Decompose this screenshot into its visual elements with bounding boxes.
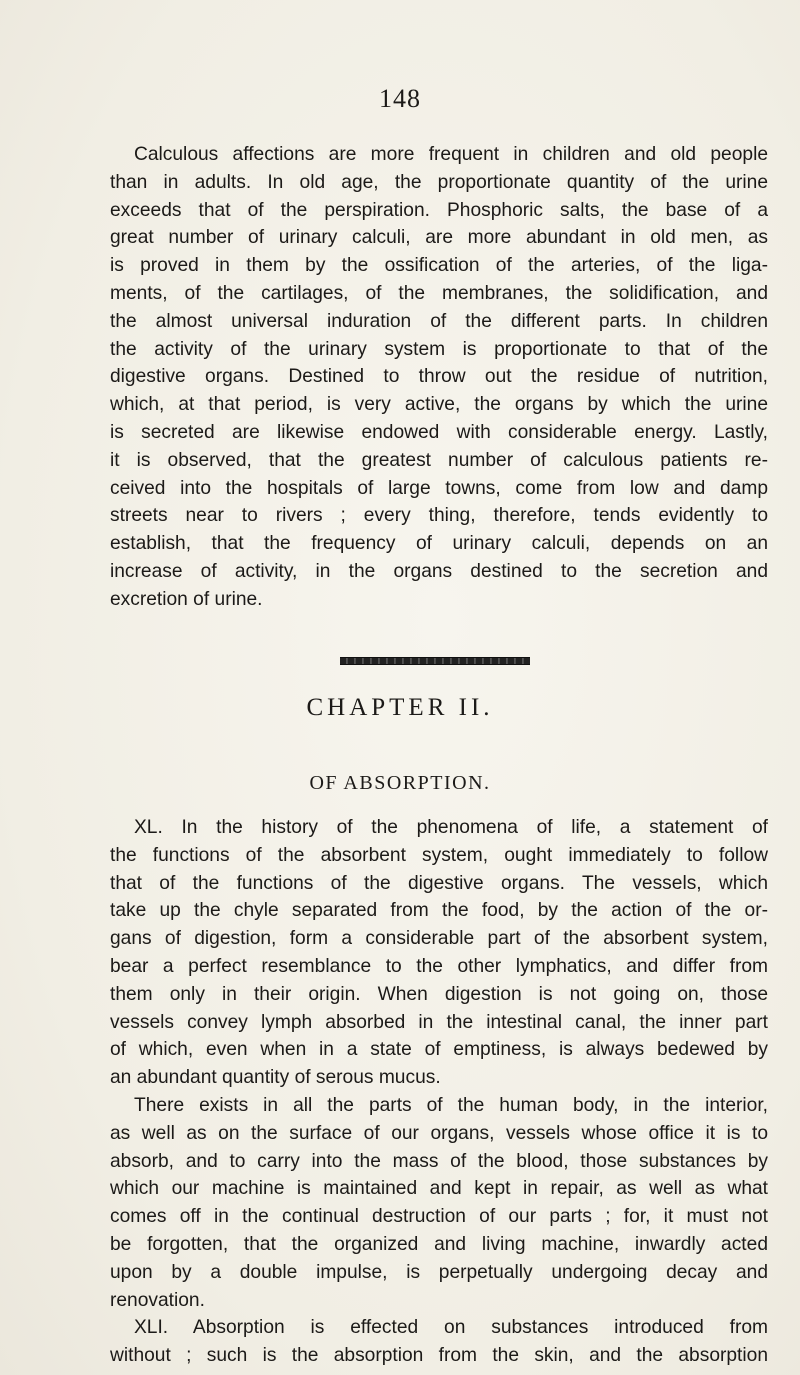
chapter-divider-rule [340, 657, 530, 665]
text-line: it is observed, that the greatest number of calculous patients re- [110, 449, 768, 471]
text-line: XLI. Absorption is effected on substances introduced from [134, 1317, 768, 1338]
text-line: than in adults. In old age, the proportionate quantity of the urine [110, 171, 768, 193]
section-title: OF ABSORPTION. [309, 772, 491, 794]
text-line: establish, that the frequency of urinary calculi, depends on an [110, 533, 768, 555]
text-line: exceeds that of the perspiration. Phosphoric salts, the base of a [110, 199, 768, 221]
text-line: Calculous affections are more frequent in children and old people [134, 144, 768, 165]
text-line: gans of digestion, form a considerable part of the absorbent system, [110, 928, 768, 950]
text-line: There exists in all the parts of the human body, in the interior, [134, 1095, 768, 1116]
text-line: the functions of the absorbent system, ought immediately to follow [110, 844, 768, 866]
chapter-title: CHAPTER II. [306, 694, 494, 721]
text-line: that of the functions of the digestive organs. The vessels, which [110, 872, 768, 894]
text-line: renovation. [110, 1289, 205, 1311]
text-line: the activity of the urinary system is proportionate to that of the [110, 338, 768, 360]
paragraph-calculous-affections [110, 141, 768, 614]
text-line: streets near to rivers ; every thing, therefore, tends evidently to [110, 505, 768, 527]
text-line: is proved in them by the ossification of the arteries, of the liga- [110, 255, 768, 277]
text-line: ments, of the cartilages, of the membranes, the solidification, and [110, 282, 768, 304]
paragraph-section-xl [110, 814, 768, 1092]
text-line: without ; such is the absorption from the skin, and the absorption [110, 1344, 768, 1366]
text-line: an abundant quantity of serous mucus. [110, 1067, 441, 1089]
page-number: 148 [379, 84, 421, 113]
text-line: XL. In the history of the phenomena of life, a statement of [134, 817, 768, 838]
text-line: be forgotten, that the organized and living machine, inwardly acted [110, 1233, 768, 1255]
text-line: excretion of urine. [110, 588, 263, 610]
text-line: great number of urinary calculi, are more abundant in old men, as [110, 227, 768, 249]
text-line: vessels convey lymph absorbed in the intestinal canal, the inner part [110, 1011, 768, 1033]
text-line: absorb, and to carry into the mass of the blood, those substances by [110, 1150, 768, 1172]
text-line: which our machine is maintained and kept in repair, as well as what [110, 1178, 768, 1200]
paragraph-vessels-absorb [110, 1092, 768, 1314]
text-line: upon by a double impulse, is perpetually undergoing decay and [110, 1261, 768, 1283]
text-line: of which, even when in a state of emptiness, is always bedewed by [110, 1039, 768, 1061]
paragraph-section-xli [110, 1314, 768, 1370]
text-line: increase of activity, in the organs destined to the secretion and [110, 560, 768, 582]
text-line: comes off in the continual destruction of our parts ; for, it must not [110, 1206, 768, 1228]
text-line: bear a perfect resemblance to the other lymphatics, and differ from [110, 955, 768, 977]
text-line: which, at that period, is very active, the organs by which the urine [110, 394, 768, 416]
text-line: as well as on the surface of our organs, vessels whose office it is to [110, 1122, 768, 1144]
text-line: ceived into the hospitals of large towns, come from low and damp [110, 477, 768, 499]
text-line: the almost universal induration of the different parts. In children [110, 310, 768, 332]
text-line: take up the chyle separated from the food, by the action of the or- [110, 900, 768, 922]
text-line: digestive organs. Destined to throw out the residue of nutrition, [110, 366, 768, 388]
text-line: is secreted are likewise endowed with considerable energy. Lastly, [110, 421, 768, 443]
text-line: them only in their origin. When digestion is not going on, those [110, 983, 768, 1005]
